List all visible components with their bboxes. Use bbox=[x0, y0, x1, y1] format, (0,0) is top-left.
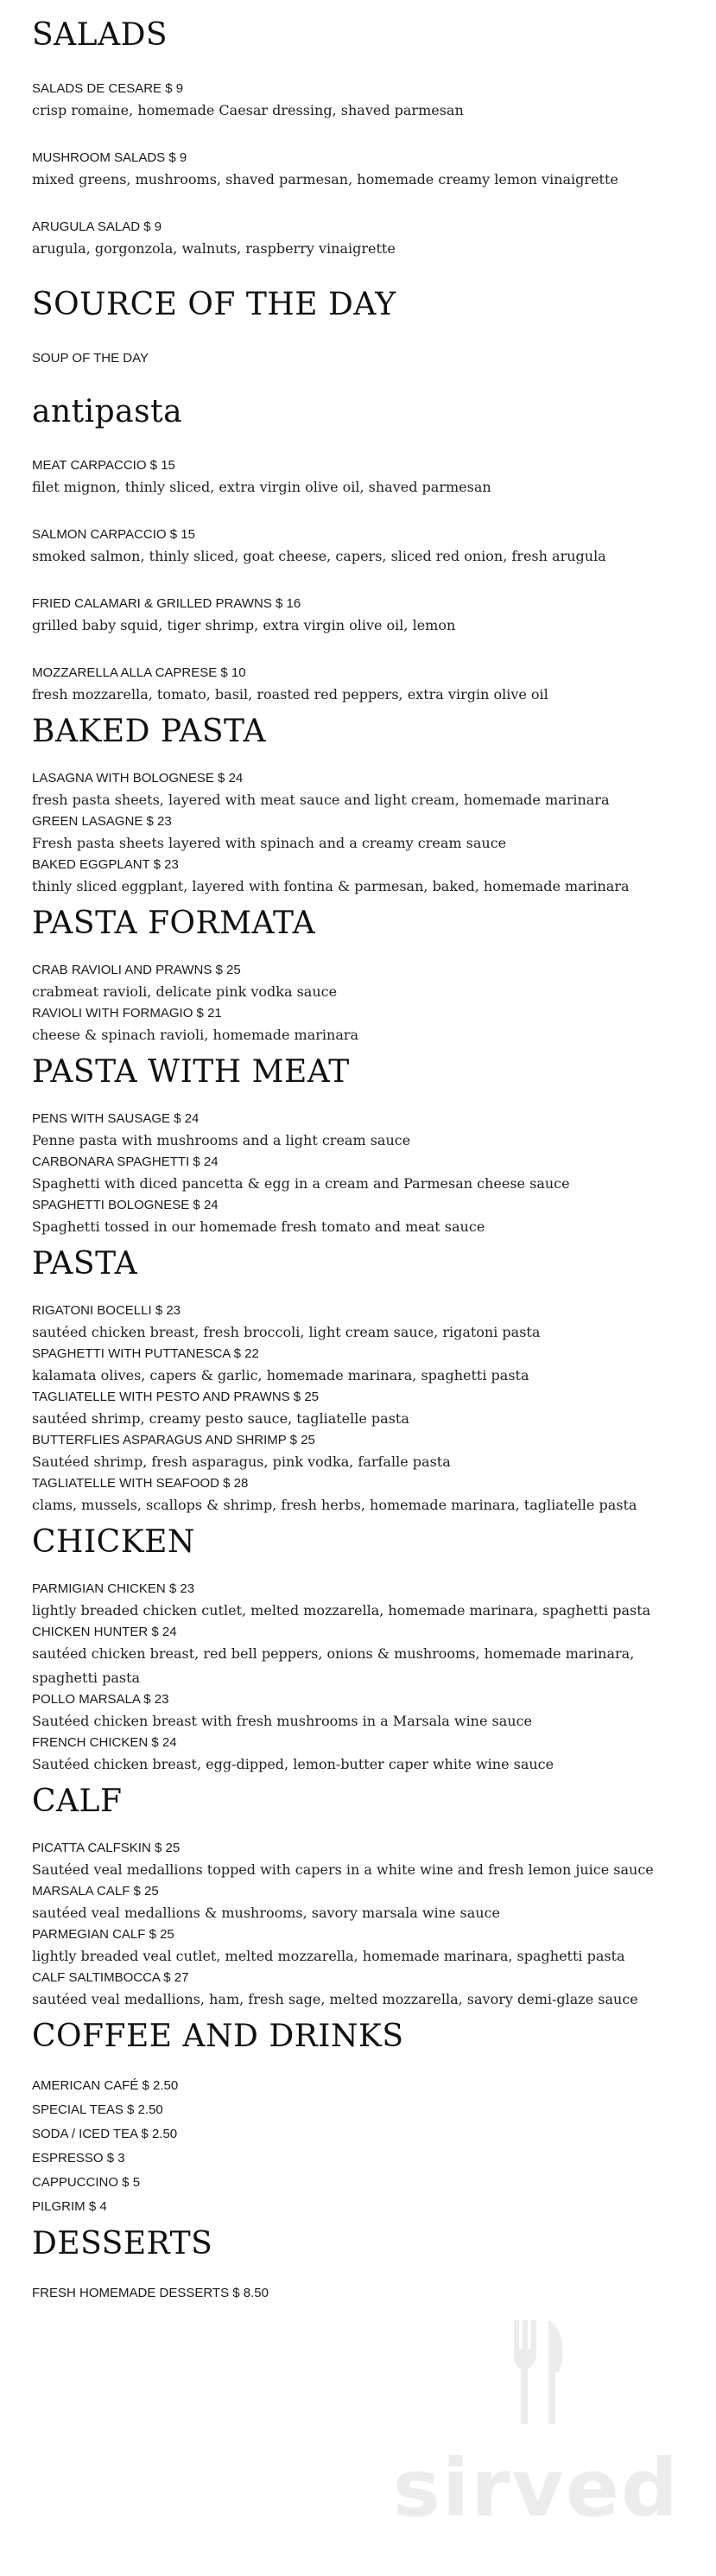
item-description: sautéed chicken breast, fresh broccoli, light cream sauce, rigatoni pasta bbox=[32, 1324, 541, 1340]
menu-item bbox=[32, 2147, 688, 2171]
item-description: sautéed chicken breast, red bell peppers, onions & mushrooms, homemade marinara, spaghetti pasta bbox=[32, 1645, 635, 1686]
item-description: lightly breaded veal cutlet, melted mozzarella, homemade marinara, spaghetti pasta bbox=[32, 1948, 625, 1964]
menu-item bbox=[32, 2098, 688, 2122]
item-name: MEAT CARPACCIO $ 15 bbox=[32, 458, 175, 473]
menu-item bbox=[32, 769, 688, 812]
item-name: ARUGULA SALAD $ 9 bbox=[32, 219, 162, 234]
section-title: BAKED PASTA bbox=[32, 714, 267, 749]
item-name: MARSALA CALF $ 25 bbox=[32, 1884, 159, 1899]
item-name: CHICKEN HUNTER $ 24 bbox=[32, 1625, 177, 1639]
item-name: TAGLIATELLE WITH SEAFOOD $ 28 bbox=[32, 1476, 249, 1491]
section-coffee-and-drinks bbox=[32, 2019, 688, 2219]
item-name: FRESH HOMEMADE DESSERTS $ 8.50 bbox=[32, 2286, 269, 2300]
item-description: cheese & spinach ravioli, homemade marinara bbox=[32, 1027, 359, 1043]
menu-item bbox=[32, 1839, 688, 1882]
section-calf bbox=[32, 1784, 688, 2012]
item-name: MUSHROOM SALADS $ 9 bbox=[32, 150, 187, 165]
section-title: PASTA FORMATA bbox=[32, 906, 316, 941]
item-description: fresh mozzarella, tomato, basil, roasted red peppers, extra virgin olive oil bbox=[32, 686, 548, 703]
menu-item bbox=[32, 1580, 688, 1623]
section-chicken bbox=[32, 1524, 688, 1777]
section-desserts bbox=[32, 2226, 688, 2306]
item-name: BUTTERFLIES ASPARAGUS AND SHRIMP $ 25 bbox=[32, 1433, 315, 1447]
item-name: PICATTA CALFSKIN $ 25 bbox=[32, 1841, 181, 1855]
item-name: ESPRESSO $ 3 bbox=[32, 2151, 125, 2166]
item-name: FRENCH CHICKEN $ 24 bbox=[32, 1735, 177, 1750]
menu-item bbox=[32, 2074, 688, 2098]
item-name: AMERICAN CAFÉ $ 2.50 bbox=[32, 2078, 179, 2093]
menu bbox=[32, 0, 688, 2306]
item-name: PARMIGIAN CHICKEN $ 23 bbox=[32, 1581, 195, 1596]
menu-item bbox=[32, 1004, 688, 1047]
item-name: RIGATONI BOCELLI $ 23 bbox=[32, 1303, 181, 1318]
item-name: POLLO MARSALA $ 23 bbox=[32, 1692, 169, 1707]
item-description: grilled baby squid, tiger shrimp, extra virgin olive oil, lemon bbox=[32, 617, 456, 633]
menu-item bbox=[32, 1474, 688, 1517]
menu-item bbox=[32, 855, 688, 899]
item-description: Penne pasta with mushrooms and a light cream sauce bbox=[32, 1132, 411, 1148]
item-name: SALMON CARPACCIO $ 15 bbox=[32, 527, 195, 542]
fork-knife-icon bbox=[479, 2316, 583, 2428]
item-description: Sautéed chicken breast, egg-dipped, lemon-butter caper white wine sauce bbox=[32, 1756, 554, 1772]
item-description: lightly breaded chicken cutlet, melted mozzarella, homemade marinara, spaghetti pasta bbox=[32, 1602, 651, 1619]
menu-item bbox=[32, 664, 688, 707]
section-title: antipasta bbox=[32, 394, 183, 429]
item-description: Fresh pasta sheets layered with spinach and a creamy cream sauce bbox=[32, 835, 507, 851]
section-pasta-with-meat bbox=[32, 1054, 688, 1239]
item-description: clams, mussels, scallops & shrimp, fresh herbs, homemade marinara, tagliatelle pasta bbox=[32, 1497, 637, 1513]
item-description: sautéed veal medallions & mushrooms, savory marsala wine sauce bbox=[32, 1905, 500, 1921]
item-description: Sautéed veal medallions topped with capers in a white wine and fresh lemon juice sauce bbox=[32, 1861, 654, 1878]
item-name: SPECIAL TEAS $ 2.50 bbox=[32, 2102, 163, 2117]
item-description: filet mignon, thinly sliced, extra virgin olive oil, shaved parmesan bbox=[32, 479, 491, 495]
item-name: MOZZARELLA ALLA CAPRESE $ 10 bbox=[32, 665, 246, 680]
menu-item bbox=[32, 1733, 688, 1777]
section-title: PASTA bbox=[32, 1246, 138, 1282]
item-description: mixed greens, mushrooms, shaved parmesan, homemade creamy lemon vinaigrette bbox=[32, 171, 618, 188]
menu-item bbox=[32, 2195, 688, 2219]
section-soup bbox=[32, 287, 688, 368]
menu-item bbox=[32, 349, 688, 368]
section-antipasta bbox=[32, 394, 688, 707]
watermark-brand: sirved bbox=[393, 2442, 680, 2535]
item-description: kalamata olives, capers & garlic, homemade marinara, spaghetti pasta bbox=[32, 1367, 529, 1383]
menu-item bbox=[32, 1153, 688, 1196]
item-name: FRIED CALAMARI & GRILLED PRAWNS $ 16 bbox=[32, 596, 301, 611]
item-description: smoked salmon, thinly sliced, goat cheese, capers, sliced red onion, fresh arugula bbox=[32, 548, 606, 564]
item-name: LASAGNA WITH BOLOGNESE $ 24 bbox=[32, 771, 244, 786]
section-pasta-formata bbox=[32, 906, 688, 1047]
item-name: CARBONARA SPAGHETTI $ 24 bbox=[32, 1154, 219, 1169]
menu-item bbox=[32, 1110, 688, 1153]
item-name: SOUP OF THE DAY bbox=[32, 351, 149, 366]
menu-item bbox=[32, 2171, 688, 2195]
section-salads bbox=[32, 17, 688, 261]
item-name: CAPPUCCINO $ 5 bbox=[32, 2175, 141, 2190]
section-title: COFFEE AND DRINKS bbox=[32, 2019, 404, 2054]
menu-item bbox=[32, 1431, 688, 1474]
menu-item bbox=[32, 2281, 688, 2306]
item-description: crabmeat ravioli, delicate pink vodka sauce bbox=[32, 983, 338, 1000]
item-description: Spaghetti with diced pancetta & egg in a cream and Parmesan cheese sauce bbox=[32, 1175, 570, 1192]
section-title: SALADS bbox=[32, 17, 168, 53]
section-title: SOURCE OF THE DAY bbox=[32, 287, 396, 322]
item-description: crisp romaine, homemade Caesar dressing, shaved parmesan bbox=[32, 102, 464, 118]
item-description: Sautéed shrimp, fresh asparagus, pink vodka, farfalle pasta bbox=[32, 1453, 451, 1470]
menu-item bbox=[32, 525, 688, 569]
item-name: SPAGHETTI BOLOGNESE $ 24 bbox=[32, 1198, 219, 1212]
item-description: sautéed shrimp, creamy pesto sauce, tagliatelle pasta bbox=[32, 1410, 409, 1427]
menu-item bbox=[32, 218, 688, 261]
item-description: Spaghetti tossed in our homemade fresh tomato and meat sauce bbox=[32, 1218, 485, 1235]
menu-item bbox=[32, 1196, 688, 1239]
item-name: BAKED EGGPLANT $ 23 bbox=[32, 857, 179, 872]
item-name: SALADS DE CESARE $ 9 bbox=[32, 81, 184, 96]
item-name: PENS WITH SAUSAGE $ 24 bbox=[32, 1111, 200, 1126]
item-name: TAGLIATELLE WITH PESTO AND PRAWNS $ 25 bbox=[32, 1390, 320, 1404]
item-name: PILGRIM $ 4 bbox=[32, 2199, 107, 2214]
menu-item bbox=[32, 2122, 688, 2147]
item-name: CALF SALTIMBOCCA $ 27 bbox=[32, 1970, 189, 1985]
item-description: fresh pasta sheets, layered with meat sauce and light cream, homemade marinara bbox=[32, 792, 610, 808]
item-name: CRAB RAVIOLI AND PRAWNS $ 25 bbox=[32, 963, 241, 977]
item-description: thinly sliced eggplant, layered with fontina & parmesan, baked, homemade marinara bbox=[32, 878, 630, 894]
item-name: SODA / ICED TEA $ 2.50 bbox=[32, 2127, 178, 2141]
menu-item bbox=[32, 1969, 688, 2012]
section-title: DESSERTS bbox=[32, 2226, 213, 2261]
menu-item bbox=[32, 149, 688, 192]
section-title: CHICKEN bbox=[32, 1524, 195, 1560]
menu-item bbox=[32, 1690, 688, 1733]
item-name: RAVIOLI WITH FORMAGIO $ 21 bbox=[32, 1006, 222, 1021]
menu-item bbox=[32, 595, 688, 638]
menu-item bbox=[32, 1301, 688, 1345]
watermark bbox=[393, 2316, 680, 2535]
menu-item bbox=[32, 1925, 688, 1969]
menu-item bbox=[32, 1623, 688, 1690]
menu-item bbox=[32, 812, 688, 855]
section-title: PASTA WITH MEAT bbox=[32, 1054, 350, 1090]
section-title: CALF bbox=[32, 1784, 123, 1819]
item-description: arugula, gorgonzola, walnuts, raspberry vinaigrette bbox=[32, 240, 396, 257]
menu-item bbox=[32, 456, 688, 499]
section-baked-pasta bbox=[32, 714, 688, 899]
item-description: Sautéed chicken breast with fresh mushrooms in a Marsala wine sauce bbox=[32, 1713, 533, 1729]
menu-item bbox=[32, 1388, 688, 1431]
item-name: GREEN LASAGNE $ 23 bbox=[32, 814, 172, 829]
item-name: PARMEGIAN CALF $ 25 bbox=[32, 1927, 174, 1942]
menu-item bbox=[32, 1882, 688, 1925]
menu-item bbox=[32, 80, 688, 123]
menu-item bbox=[32, 961, 688, 1004]
menu-item bbox=[32, 1345, 688, 1388]
section-pasta bbox=[32, 1246, 688, 1517]
item-name: SPAGHETTI WITH PUTTANESCA $ 22 bbox=[32, 1346, 259, 1361]
item-description: sautéed veal medallions, ham, fresh sage, melted mozzarella, savory demi-glaze sauce bbox=[32, 1991, 638, 2007]
